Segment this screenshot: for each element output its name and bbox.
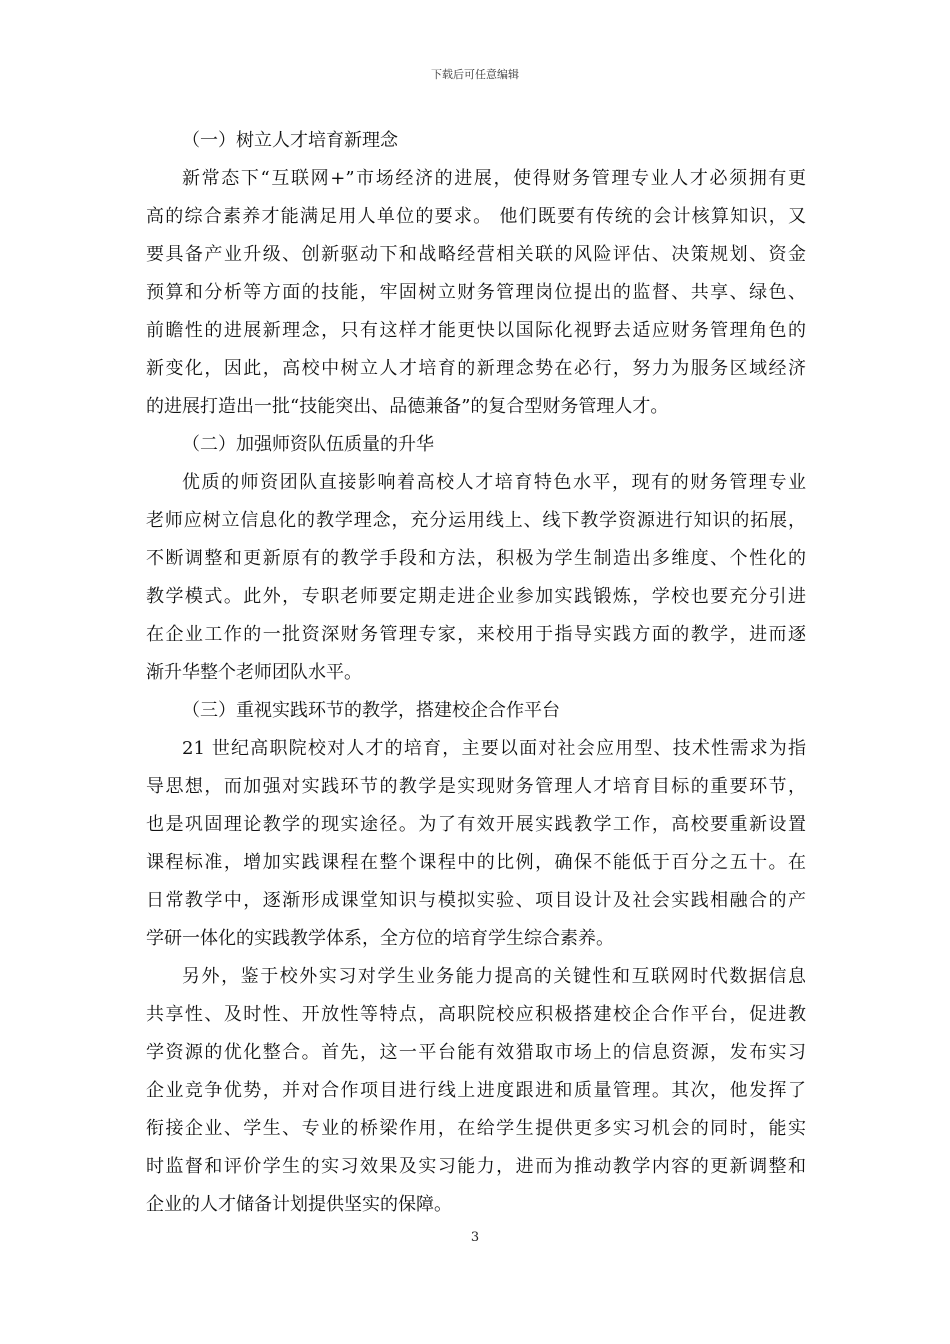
paragraph-line: 在企业工作的一批资深财务管理专家，来校用于指导实践方面的教学，进而逐: [146, 624, 806, 645]
paragraph-line: 要具备产业升级、创新驱动下和战略经营相关联的风险评估、决策规划、资金: [146, 244, 806, 265]
section-heading-3: （三）重视实践环节的教学，搭建校企合作平台: [182, 700, 560, 721]
paragraph-line: 前瞻性的进展新理念，只有这样才能更快以国际化视野去适应财务管理角色的: [146, 320, 806, 341]
paragraph-line: 优质的师资团队直接影响着高校人才培育特色水平，现有的财务管理专业: [182, 472, 806, 493]
paragraph-4: [146, 958, 806, 1224]
paragraph-line: 高的综合素养才能满足用人单位的要求。 他们既要有传统的会计核算知识，又: [146, 206, 806, 227]
paragraph-line: 不断调整和更新原有的教学手段和方法，积极为学生制造出多维度、个性化的: [146, 548, 806, 569]
paragraph-line: 老师应树立信息化的教学理念，充分运用线上、线下教学资源进行知识的拓展，: [146, 510, 806, 531]
paragraph-line: 也是巩固理论教学的现实途径。为了有效开展实践教学工作，高校要重新设置: [146, 814, 806, 835]
page-header: 下载后可任意编辑: [431, 68, 519, 81]
paragraph-2: [146, 464, 806, 692]
page-number: 3: [470, 1230, 480, 1245]
paragraph-line: 学研一体化的实践教学体系，全方位的培育学生综合素养。: [146, 928, 614, 949]
paragraph-line: 企业竞争优势，并对合作项目进行线上进度跟进和质量管理。其次，他发挥了: [146, 1080, 806, 1101]
paragraph-line: 另外，鉴于校外实习对学生业务能力提高的关键性和互联网时代数据信息: [182, 966, 806, 987]
paragraph-line: 企业的人才储备计划提供坚实的保障。: [146, 1194, 452, 1215]
paragraph-line: 导思想，而加强对实践环节的教学是实现财务管理人才培育目标的重要环节，: [146, 776, 806, 797]
paragraph-line: 学资源的优化整合。首先，这一平台能有效猎取市场上的信息资源，发布实习: [146, 1042, 806, 1063]
paragraph-line: 渐升华整个老师团队水平。: [146, 662, 362, 683]
paragraph-line: 共享性、及时性、开放性等特点，高职院校应积极搭建校企合作平台，促进教: [146, 1004, 806, 1025]
paragraph-line: 日常教学中，逐渐形成课堂知识与模拟实验、项目设计及社会实践相融合的产: [146, 890, 806, 911]
paragraph-line: 新变化，因此，高校中树立人才培育的新理念势在必行，努力为服务区域经济: [146, 358, 806, 379]
paragraph-1: [146, 160, 806, 426]
paragraph-line: 时监督和评价学生的实习效果及实习能力，进而为推动教学内容的更新调整和: [146, 1156, 806, 1177]
paragraph-line: 预算和分析等方面的技能，牢固树立财务管理岗位提出的监督、共享、绿色、: [146, 282, 806, 303]
paragraph-line: 衔接企业、学生、专业的桥梁作用，在给学生提供更多实习机会的同时，能实: [146, 1118, 806, 1139]
paragraph-line: 新常态下“互联网+”市场经济的进展，使得财务管理专业人才必须拥有更: [182, 168, 806, 189]
paragraph-line: 课程标准，增加实践课程在整个课程中的比例，确保不能低于百分之五十。在: [146, 852, 806, 873]
paragraph-line: 教学模式。此外，专职老师要定期走进企业参加实践锻炼，学校也要充分引进: [146, 586, 806, 607]
document-body: [146, 122, 806, 1224]
paragraph-3: [146, 730, 806, 958]
paragraph-line: 21 世纪高职院校对人才的培育，主要以面对社会应用型、技术性需求为指: [182, 738, 806, 759]
section-heading-2: （二）加强师资队伍质量的升华: [182, 434, 434, 455]
section-heading-1: （一）树立人才培育新理念: [182, 130, 398, 151]
paragraph-line: 的进展打造出一批“技能突出、品德兼备”的复合型财务管理人才。: [146, 396, 669, 417]
